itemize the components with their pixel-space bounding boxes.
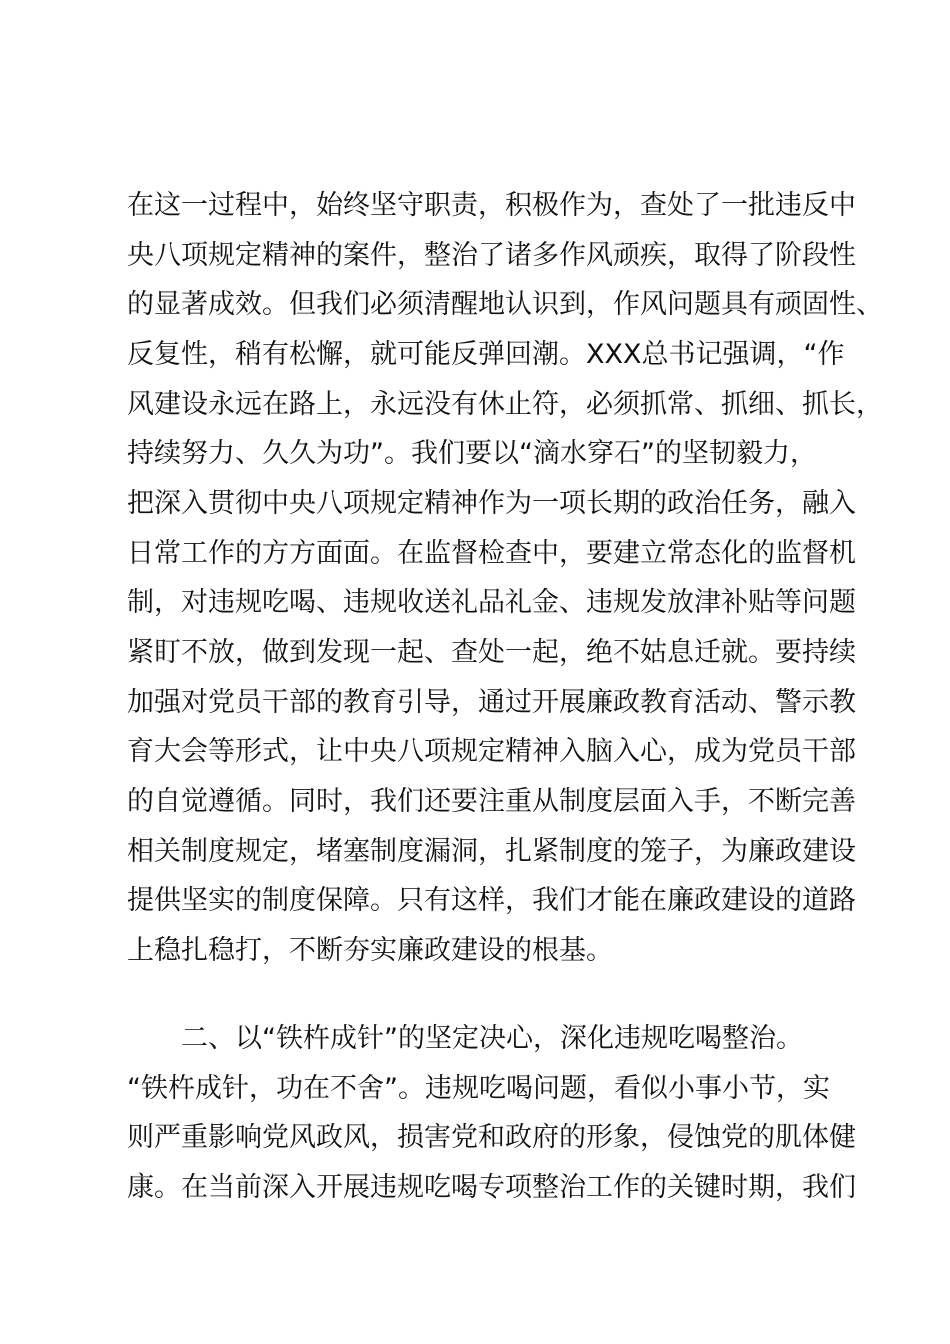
- body-text-line: 日常工作的方方面面。在监督检查中，要建立常态化的监督机: [127, 538, 856, 569]
- body-text-line: 央八项规定精神的案件，整治了诸多作风顽疾，取得了阶段性: [127, 240, 856, 271]
- body-text-line: “铁杵成针，功在不舍”。违规吃喝问题，看似小事小节，实: [127, 1073, 830, 1104]
- body-text-line: 风建设永远在路上，永远没有休止符，必须抓常、抓细、抓长，: [127, 389, 883, 420]
- body-text-line: 加强对党员干部的教育引导，通过开展廉政教育活动、警示教: [127, 687, 856, 718]
- body-text-line: 制，对违规吃喝、违规收送礼品礼金、违规发放津补贴等问题: [127, 587, 856, 618]
- body-text-line: 反复性，稍有松懈，就可能反弹回潮。XXX总书记强调，“作: [127, 339, 845, 370]
- body-text-line: 紧盯不放，做到发现一起、查处一起，绝不姑息迁就。要持续: [127, 637, 856, 668]
- body-text-line: 则严重影响党风政风，损害党和政府的形象，侵蚀党的肌体健: [127, 1122, 856, 1153]
- section-heading: 二、以“铁杵成针”的坚定决心，深化违规吃喝整治。: [181, 1023, 803, 1054]
- body-text-line: 在这一过程中，始终坚守职责，积极作为，查处了一批违反中: [127, 190, 856, 221]
- body-text-line: 上稳扎稳打，不断夯实廉政建设的根基。: [127, 935, 613, 966]
- body-text-line: 的自觉遵循。同时，我们还要注重从制度层面入手，不断完善: [127, 786, 856, 817]
- body-text-line: 育大会等形式，让中央八项规定精神入脑入心，成为党员干部: [127, 736, 856, 767]
- body-text-line: 把深入贯彻中央八项规定精神作为一项长期的政治任务，融入: [127, 488, 856, 519]
- body-text-line: 的显著成效。但我们必须清醒地认识到，作风问题具有顽固性、: [127, 289, 883, 320]
- body-text-line: 康。在当前深入开展违规吃喝专项整治工作的关键时期，我们: [127, 1172, 856, 1203]
- body-text-line: 相关制度规定，堵塞制度漏洞，扎紧制度的笼子，为廉政建设: [127, 836, 856, 867]
- body-text-line: 提供坚实的制度保障。只有这样，我们才能在廉政建设的道路: [127, 885, 856, 916]
- body-text-line: 持续努力、久久为功”。我们要以“滴水穿石”的坚韧毅力，: [127, 438, 817, 469]
